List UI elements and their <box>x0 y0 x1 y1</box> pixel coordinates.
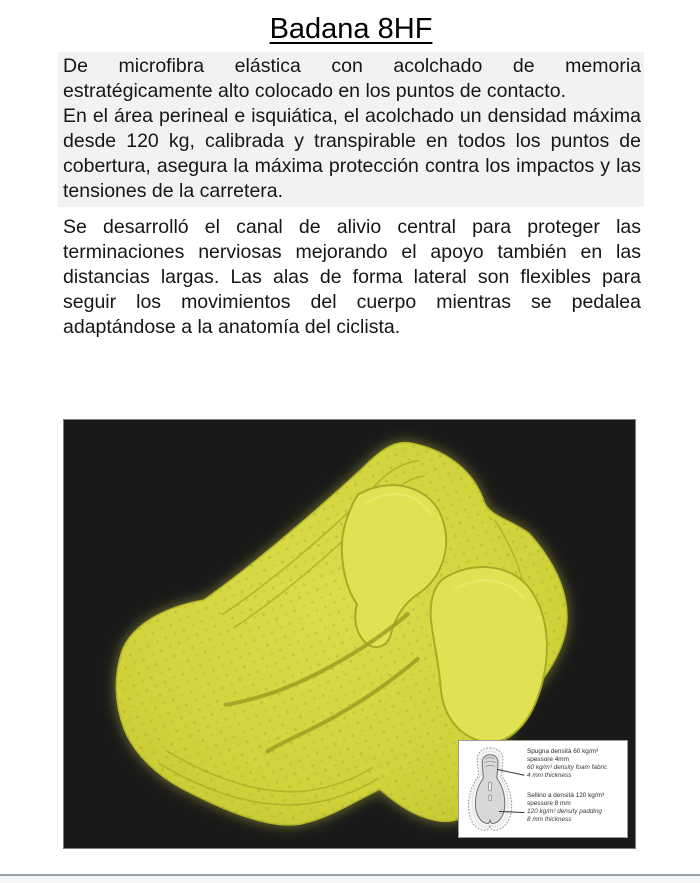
chamois-pad-photo <box>63 419 636 849</box>
label-foam-line1: Spugna densità 60 kg/m³ <box>527 748 599 755</box>
shaded-paragraph-block <box>58 52 644 207</box>
page-title: Badana 8HF <box>269 13 433 45</box>
label-foam-density <box>527 748 626 780</box>
paragraph-intro: De microfibra elástica con acolchado de memoria estratégicamente alto colocado en los puntos de contacto. <box>63 55 641 102</box>
label-foam-line2: spessore 4mm <box>527 756 569 763</box>
paragraph-channel: Se desarrolló el canal de alivio central para proteger las terminaciones nerviosas mejorando el apoyo también en las distancias largas. Las alas de forma lateral son flexibles para seguir los movimientos del cuerpo mientras se pedalea adaptándose a la anatomía del ciclista. <box>63 216 641 338</box>
label-padding-line2: spessore 8 mm <box>527 800 571 807</box>
paragraph-density: En el área perineal e isquiática, el acolchado un densidad máxima desde 120 kg, calibrada y transpirable en todos los puntos de cobertura, asegura la máxima protección contra los impactos y las tensiones de la carretera. <box>63 105 641 202</box>
label-padding-line3: 120 kg/m³ density padding <box>527 808 602 815</box>
label-foam-line3: 60 kg/m³ density foam fabric <box>527 764 608 771</box>
document-body <box>58 12 644 340</box>
label-padding-density <box>527 792 626 824</box>
label-padding-line1: Sellino a densità 120 kg/m³ <box>527 792 605 799</box>
label-padding-line4: 8 mm thickness <box>527 816 572 823</box>
bottom-strip <box>0 876 700 883</box>
density-spec-inset <box>458 740 628 838</box>
label-foam-line4: 4 mm thickness <box>527 772 572 779</box>
pad-right-lobe <box>431 567 547 742</box>
